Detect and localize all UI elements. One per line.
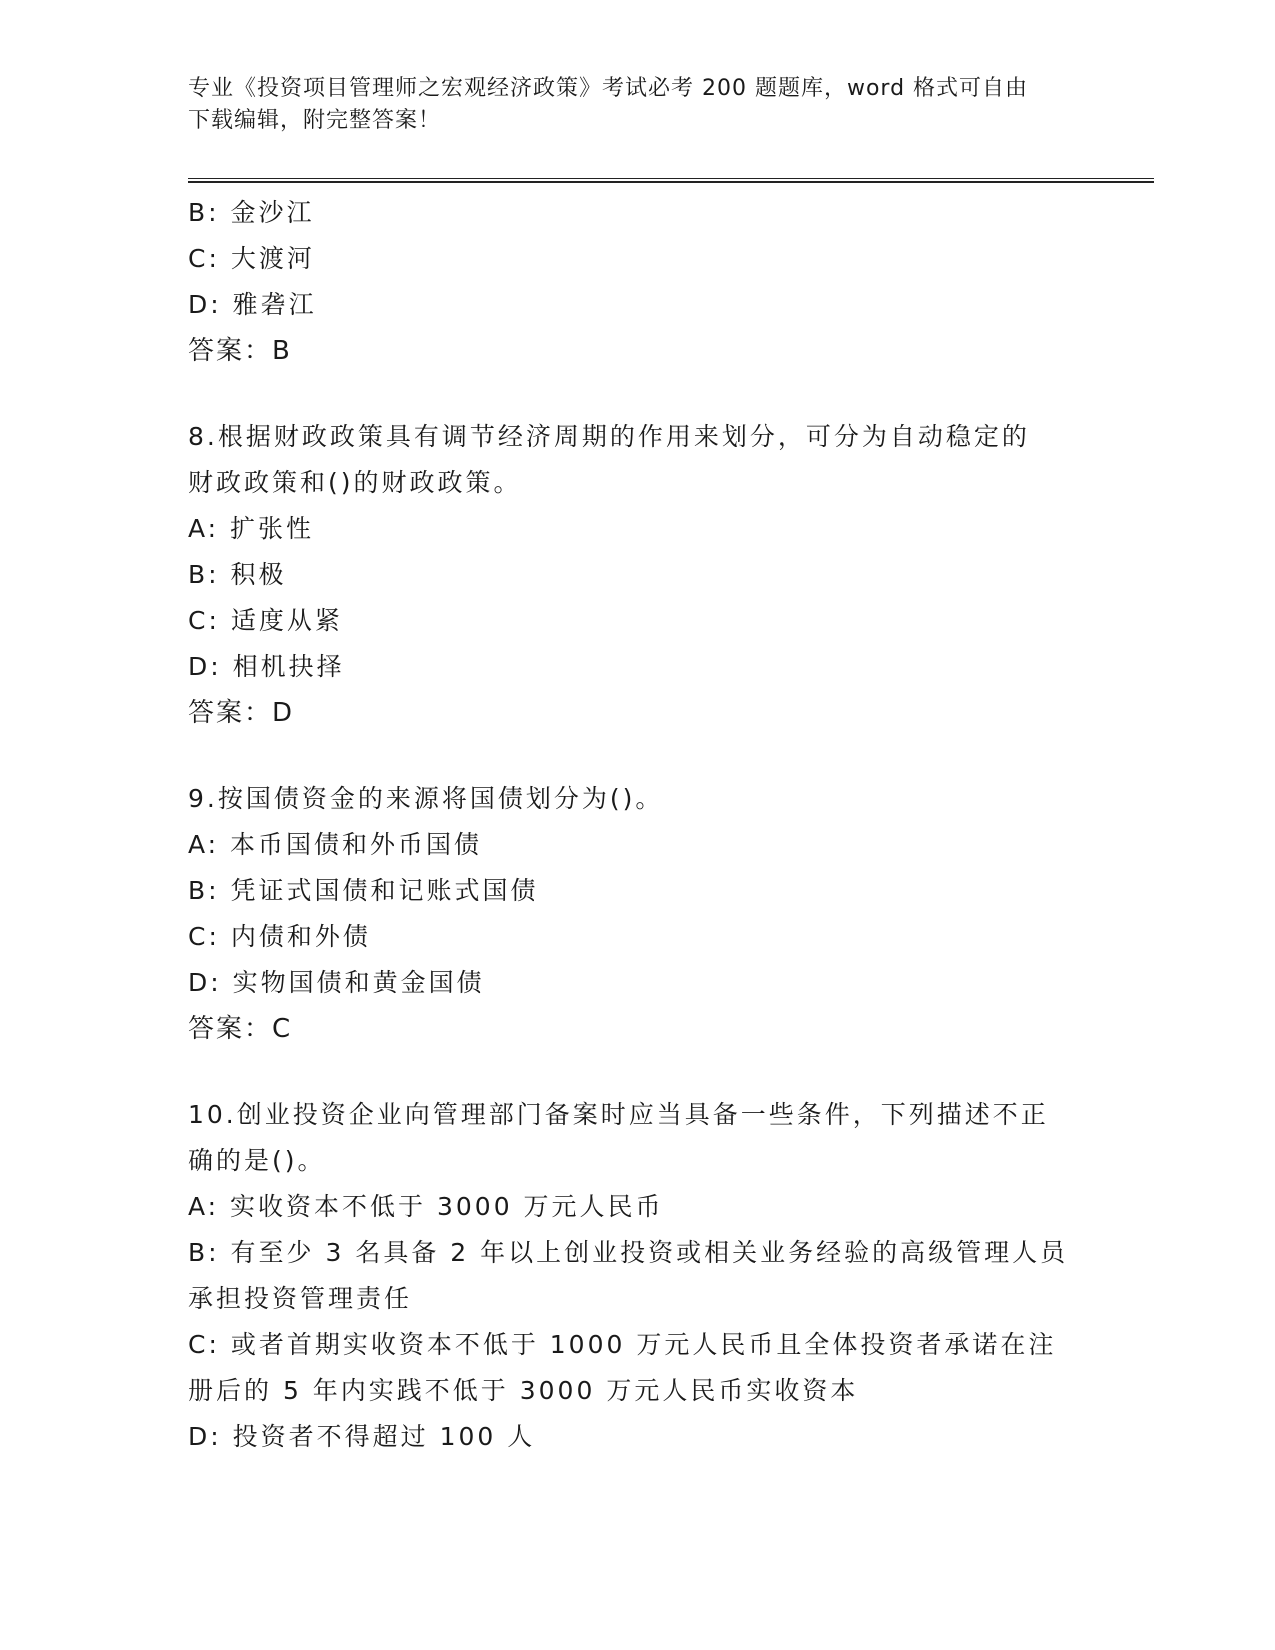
question-9: [188, 776, 1088, 1052]
question-7-tail: [188, 190, 1088, 374]
option-a: A: 实收资本不低于 3000 万元人民币: [188, 1192, 664, 1221]
question-stem: 10.创业投资企业向管理部门备案时应当具备一些条件，下列描述不正: [188, 1100, 1049, 1129]
option-a: A: 扩张性: [188, 514, 315, 543]
question-stem: 财政政策和()的财政政策。: [188, 468, 522, 497]
option-c: C: 内债和外债: [188, 922, 371, 951]
question-stem: 9.按国债资金的来源将国债划分为()。: [188, 784, 664, 813]
option-b: B: 金沙江: [188, 198, 315, 227]
header-line-2: 下载编辑，附完整答案！: [188, 108, 442, 133]
option-b: B: 凭证式国债和记账式国债: [188, 876, 539, 905]
option-d: D: 投资者不得超过 100 人: [188, 1422, 536, 1451]
option-d: D: 雅砻江: [188, 290, 317, 319]
answer: 答案：C: [188, 1014, 293, 1044]
question-10: [188, 1092, 1088, 1460]
option-b-continued: 承担投资管理责任: [188, 1284, 413, 1313]
option-c: C: 或者首期实收资本不低于 1000 万元人民币且全体投资者承诺在注: [188, 1330, 1057, 1359]
document-header: [188, 73, 1068, 137]
question-stem: 确的是()。: [188, 1146, 326, 1175]
option-b: B: 积极: [188, 560, 287, 589]
option-c: C: 大渡河: [188, 244, 315, 273]
option-d: D: 实物国债和黄金国债: [188, 968, 485, 997]
answer: 答案：B: [188, 336, 292, 366]
option-a: A: 本币国债和外币国债: [188, 830, 483, 859]
option-c: C: 适度从紧: [188, 606, 343, 635]
header-line-1: 专业《投资项目管理师之宏观经济政策》考试必考 200 题题库，word 格式可自由: [188, 76, 1029, 101]
question-stem: 8.根据财政政策具有调节经济周期的作用来划分，可分为自动稳定的: [188, 422, 1030, 451]
option-d: D: 相机抉择: [188, 652, 345, 681]
answer: 答案：D: [188, 698, 295, 728]
document-body: [188, 190, 1088, 1460]
question-8: [188, 414, 1088, 736]
option-c-continued: 册后的 5 年内实践不低于 3000 万元人民币实收资本: [188, 1376, 859, 1405]
header-divider: [188, 178, 1154, 183]
option-b: B: 有至少 3 名具备 2 年以上创业投资或相关业务经验的高级管理人员: [188, 1238, 1069, 1267]
